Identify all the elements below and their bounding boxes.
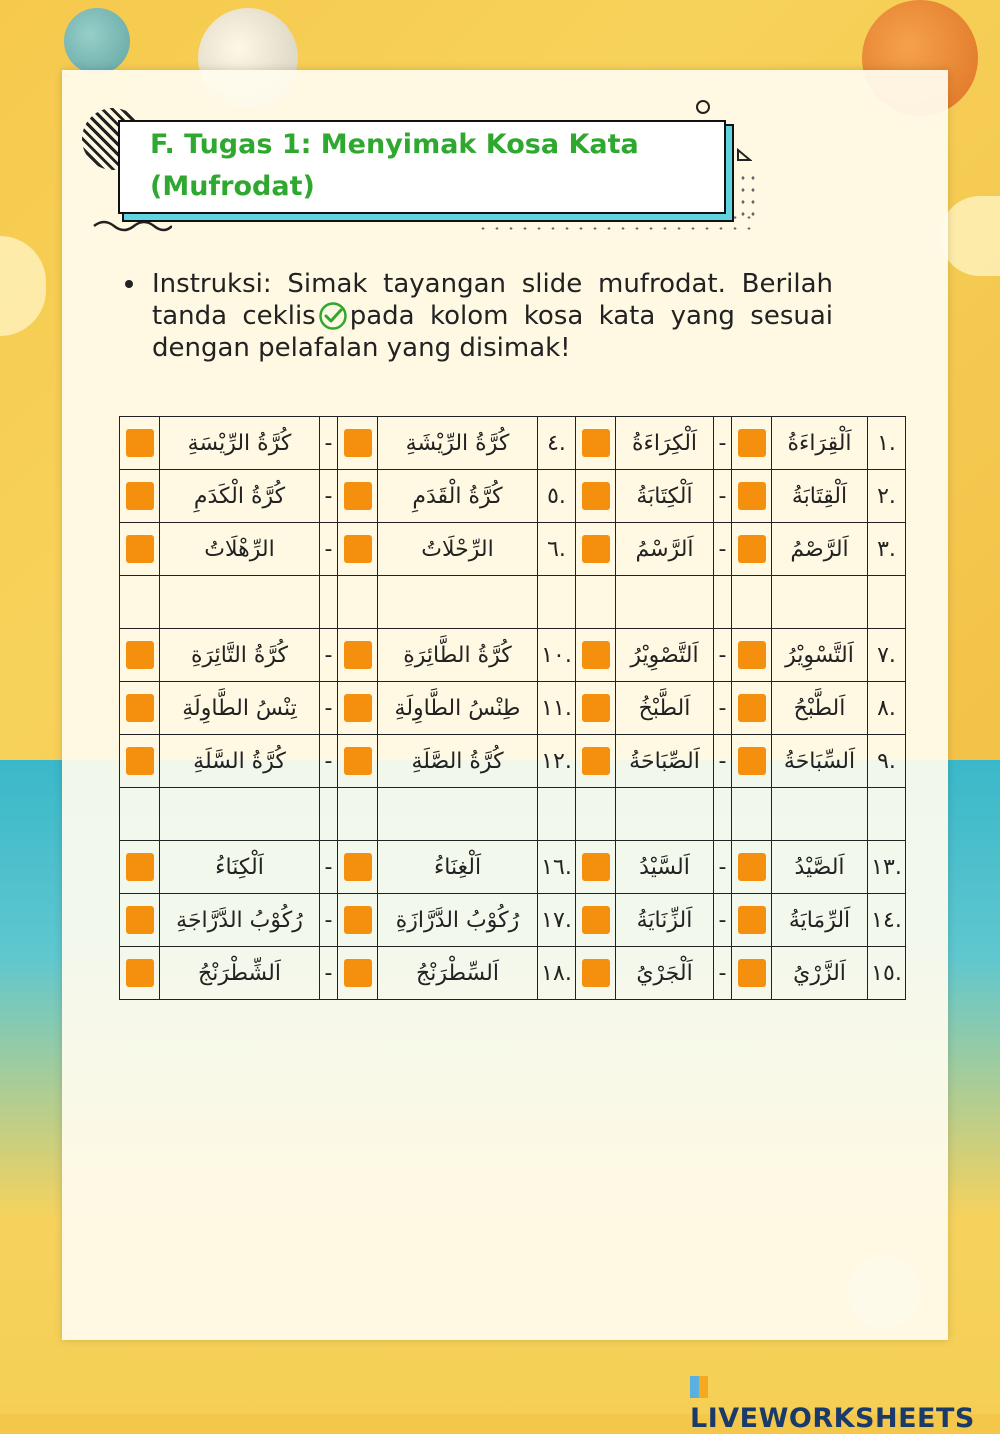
word-option-a2: اَلسِّطْرَنْجُ — [378, 947, 538, 1000]
separator: - — [714, 523, 732, 576]
answer-checkbox[interactable] — [344, 482, 372, 510]
checkbox-cell[interactable] — [576, 629, 616, 682]
item-number: .١٤ — [868, 894, 906, 947]
word-option-b1: اَلزِّنَايَةُ — [616, 894, 714, 947]
dot-grid-decoration — [476, 212, 756, 234]
answer-checkbox[interactable] — [738, 747, 766, 775]
answer-checkbox[interactable] — [344, 959, 372, 987]
empty-cell — [378, 788, 538, 841]
separator: - — [714, 735, 732, 788]
empty-cell — [772, 576, 868, 629]
empty-cell — [120, 576, 160, 629]
table-row — [120, 682, 906, 735]
word-option-a1: اَلرِّمَايَةُ — [772, 894, 868, 947]
word-option-b2: اَلشِّطْرَنْجُ — [160, 947, 320, 1000]
word-option-b2: الرِّهْلَاتُ — [160, 523, 320, 576]
checkbox-cell[interactable] — [576, 470, 616, 523]
empty-cell — [868, 788, 906, 841]
logo-text: LIVEWORKSHEETS — [690, 1403, 975, 1434]
globe-icon — [64, 8, 130, 74]
answer-checkbox[interactable] — [344, 694, 372, 722]
word-option-b2: كُرَّةُ التَّائِرَةِ — [160, 629, 320, 682]
page-title: F. Tugas 1: Menyimak Kosa Kata (Mufrodat) — [150, 129, 639, 202]
word-option-a1: اَلزَّرْيُ — [772, 947, 868, 1000]
item-number: .١١ — [538, 682, 576, 735]
empty-cell — [160, 576, 320, 629]
answer-checkbox[interactable] — [582, 853, 610, 881]
checkbox-cell[interactable] — [120, 470, 160, 523]
separator: - — [714, 947, 732, 1000]
word-option-b2: كُرَّةُ الْكَدَمِ — [160, 470, 320, 523]
word-option-a2: كُرَّةُ الطَّائِرَةِ — [378, 629, 538, 682]
answer-checkbox[interactable] — [582, 429, 610, 457]
table-row — [120, 947, 906, 1000]
empty-cell — [714, 788, 732, 841]
table-row — [120, 470, 906, 523]
checkbox-cell[interactable] — [732, 417, 772, 470]
empty-cell — [732, 788, 772, 841]
word-option-b1: اَلْجَرْيُ — [616, 947, 714, 1000]
checkbox-cell[interactable] — [120, 629, 160, 682]
answer-checkbox[interactable] — [582, 959, 610, 987]
empty-cell — [378, 576, 538, 629]
word-option-a1: اَلصَّيْدُ — [772, 841, 868, 894]
empty-cell — [538, 788, 576, 841]
empty-cell — [616, 576, 714, 629]
checkbox-cell[interactable] — [338, 735, 378, 788]
answer-checkbox[interactable] — [126, 641, 154, 669]
answer-checkbox[interactable] — [126, 482, 154, 510]
item-number: .٢ — [868, 470, 906, 523]
word-option-a2: كُرَّةُ الصَّلَةِ — [378, 735, 538, 788]
checkbox-cell[interactable] — [732, 735, 772, 788]
separator: - — [320, 735, 338, 788]
checkbox-cell[interactable] — [338, 629, 378, 682]
separator: - — [714, 894, 732, 947]
item-number: .١٨ — [538, 947, 576, 1000]
empty-cell — [338, 576, 378, 629]
item-number: .١٧ — [538, 894, 576, 947]
empty-cell — [868, 576, 906, 629]
checkbox-cell[interactable] — [338, 894, 378, 947]
instruction-text-before: Instruksi: Simak tayangan slide mufrodat. Berilah tanda ceklis — [152, 269, 833, 331]
item-number: .١٦ — [538, 841, 576, 894]
checkbox-cell[interactable] — [732, 470, 772, 523]
word-option-b1: اَلْكِرَاءَةُ — [616, 417, 714, 470]
word-option-a1: اَلطَّبْحُ — [772, 682, 868, 735]
item-number: .٦ — [538, 523, 576, 576]
answer-checkbox[interactable] — [126, 535, 154, 563]
checkbox-cell[interactable] — [732, 523, 772, 576]
checkbox-cell[interactable] — [576, 894, 616, 947]
checkbox-cell[interactable] — [120, 682, 160, 735]
table-row — [120, 417, 906, 470]
empty-cell — [616, 788, 714, 841]
word-option-b2: رُكُوْبُ الدَّرَّاجَةِ — [160, 894, 320, 947]
answer-checkbox[interactable] — [126, 853, 154, 881]
word-option-b1: اَلطَّبْخُ — [616, 682, 714, 735]
answer-checkbox[interactable] — [738, 959, 766, 987]
empty-cell — [576, 788, 616, 841]
separator: - — [320, 523, 338, 576]
checkbox-cell[interactable] — [576, 947, 616, 1000]
checkbox-cell[interactable] — [120, 947, 160, 1000]
empty-cell — [714, 576, 732, 629]
word-option-b2: كُرَّةُ الرِّيْسَةِ — [160, 417, 320, 470]
answer-checkbox[interactable] — [582, 747, 610, 775]
answer-checkbox[interactable] — [582, 906, 610, 934]
item-number: .٣ — [868, 523, 906, 576]
separator: - — [320, 470, 338, 523]
answer-checkbox[interactable] — [738, 853, 766, 881]
word-option-b2: اَلْكِنَاءُ — [160, 841, 320, 894]
separator: - — [320, 417, 338, 470]
word-option-a1: اَلرَّصْمُ — [772, 523, 868, 576]
table-row — [120, 894, 906, 947]
check-circle-icon — [318, 301, 348, 331]
separator: - — [320, 629, 338, 682]
checkbox-cell[interactable] — [120, 894, 160, 947]
ring-decoration — [696, 100, 710, 114]
checkbox-cell[interactable] — [732, 894, 772, 947]
word-option-b1: اَلسَّيْدُ — [616, 841, 714, 894]
checkbox-cell[interactable] — [576, 841, 616, 894]
squiggle-decoration — [92, 218, 172, 232]
answer-checkbox[interactable] — [738, 694, 766, 722]
answer-checkbox[interactable] — [126, 429, 154, 457]
separator: - — [320, 947, 338, 1000]
answer-checkbox[interactable] — [344, 641, 372, 669]
answer-checkbox[interactable] — [344, 535, 372, 563]
checkbox-cell[interactable] — [338, 682, 378, 735]
empty-cell — [538, 576, 576, 629]
blank-row — [120, 576, 906, 629]
checkbox-cell[interactable] — [576, 682, 616, 735]
answer-checkbox[interactable] — [738, 906, 766, 934]
item-number: .٤ — [538, 417, 576, 470]
answer-checkbox[interactable] — [344, 906, 372, 934]
empty-cell — [772, 788, 868, 841]
answer-checkbox[interactable] — [126, 959, 154, 987]
dot-grid-decoration — [738, 172, 758, 222]
checkbox-cell[interactable] — [120, 417, 160, 470]
separator: - — [714, 470, 732, 523]
empty-cell — [320, 576, 338, 629]
separator: - — [714, 841, 732, 894]
item-number: .١٢ — [538, 735, 576, 788]
checkbox-cell[interactable] — [576, 523, 616, 576]
table-row — [120, 841, 906, 894]
instruction-text-after: pada kolom kosa kata yang sesuai dengan pelafalan yang disimak! — [152, 301, 834, 363]
answer-checkbox[interactable] — [582, 694, 610, 722]
word-option-b1: اَلْكِتَابَةُ — [616, 470, 714, 523]
checkbox-cell[interactable] — [338, 947, 378, 1000]
word-option-a2: الرِّحْلَاتُ — [378, 523, 538, 576]
answer-checkbox[interactable] — [126, 694, 154, 722]
word-option-a2: كُرَّةُ الْقَدَمِ — [378, 470, 538, 523]
word-option-a2: اَلْغِنَاءُ — [378, 841, 538, 894]
empty-cell — [120, 788, 160, 841]
separator: - — [320, 894, 338, 947]
instruction — [125, 268, 833, 364]
item-number: .١٥ — [868, 947, 906, 1000]
separator: - — [714, 682, 732, 735]
answer-checkbox[interactable] — [582, 641, 610, 669]
instruction-text — [152, 268, 833, 364]
item-number: .٧ — [868, 629, 906, 682]
item-number: .٩ — [868, 735, 906, 788]
vocabulary-table — [119, 416, 906, 1000]
word-option-a2: طِنْسُ الطَّاوِلَةِ — [378, 682, 538, 735]
separator: - — [320, 841, 338, 894]
table-row — [120, 629, 906, 682]
checkbox-cell[interactable] — [732, 841, 772, 894]
word-option-a2: رُكُوْبُ الدَّرَّازَةِ — [378, 894, 538, 947]
answer-checkbox[interactable] — [126, 906, 154, 934]
word-option-b1: اَلرَّسْمُ — [616, 523, 714, 576]
item-number: .٨ — [868, 682, 906, 735]
word-option-a1: اَلْقِرَاءَةُ — [772, 417, 868, 470]
checkbox-cell[interactable] — [576, 417, 616, 470]
checkbox-cell[interactable] — [732, 629, 772, 682]
answer-checkbox[interactable] — [738, 429, 766, 457]
checkbox-cell[interactable] — [338, 417, 378, 470]
word-option-a1: اَلْقِتَابَةُ — [772, 470, 868, 523]
word-option-a1: اَلتَّسْوِيْرُ — [772, 629, 868, 682]
checkbox-cell[interactable] — [120, 841, 160, 894]
item-number: .٥ — [538, 470, 576, 523]
separator: - — [714, 417, 732, 470]
word-option-b2: كُرَّةُ السَّلَةِ — [160, 735, 320, 788]
checkbox-cell[interactable] — [732, 947, 772, 1000]
checkbox-cell[interactable] — [338, 470, 378, 523]
empty-cell — [160, 788, 320, 841]
word-option-b2: تِنْسُ الطَّاوِلَةِ — [160, 682, 320, 735]
answer-checkbox[interactable] — [738, 535, 766, 563]
answer-checkbox[interactable] — [738, 641, 766, 669]
word-option-a2: كُرَّةُ الرِّيْشَةِ — [378, 417, 538, 470]
separator: - — [714, 629, 732, 682]
item-number: .١ — [868, 417, 906, 470]
table-row — [120, 735, 906, 788]
blank-row — [120, 788, 906, 841]
table-row — [120, 523, 906, 576]
liveworksheets-logo-icon — [690, 1376, 708, 1398]
answer-checkbox[interactable] — [582, 482, 610, 510]
checkbox-cell[interactable] — [576, 735, 616, 788]
answer-checkbox[interactable] — [126, 747, 154, 775]
item-number: .١٠ — [538, 629, 576, 682]
answer-checkbox[interactable] — [344, 747, 372, 775]
item-number: .١٣ — [868, 841, 906, 894]
answer-checkbox[interactable] — [582, 535, 610, 563]
checkbox-cell[interactable] — [338, 523, 378, 576]
word-option-a1: اَلسِّبَاحَةُ — [772, 735, 868, 788]
answer-checkbox[interactable] — [344, 429, 372, 457]
word-option-b1: اَلصِّبَاحَةُ — [616, 735, 714, 788]
checkbox-cell[interactable] — [120, 523, 160, 576]
empty-cell — [732, 576, 772, 629]
separator: - — [320, 682, 338, 735]
word-option-b1: اَلتَّصْوِيْرُ — [616, 629, 714, 682]
empty-cell — [576, 576, 616, 629]
answer-checkbox[interactable] — [738, 482, 766, 510]
triangle-decoration — [736, 148, 752, 162]
checkbox-cell[interactable] — [732, 682, 772, 735]
empty-cell — [320, 788, 338, 841]
empty-cell — [338, 788, 378, 841]
checkbox-cell[interactable] — [120, 735, 160, 788]
checkbox-cell[interactable] — [338, 841, 378, 894]
bullet-icon — [125, 280, 133, 288]
answer-checkbox[interactable] — [344, 853, 372, 881]
liveworksheets-logo — [690, 1372, 990, 1434]
